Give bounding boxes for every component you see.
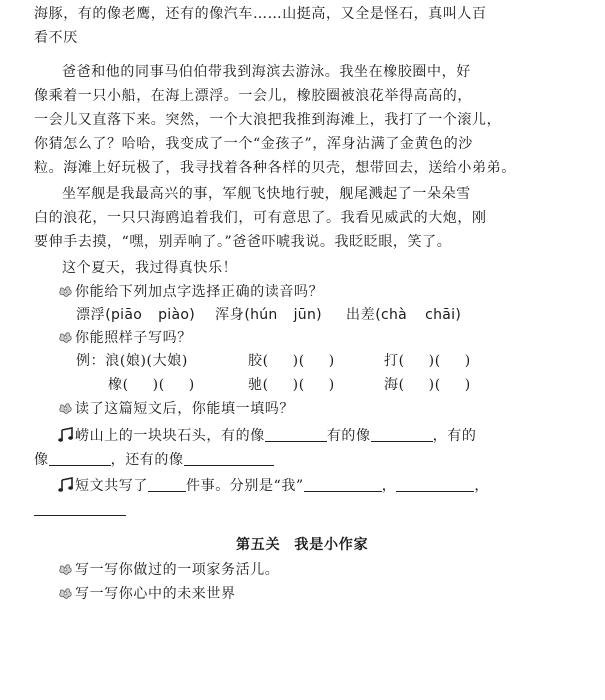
story-line: 一会儿又直落下来。突然，一个大浪把我推到海滩上，我打了一个滚儿， bbox=[34, 112, 502, 128]
base-char: 胶 bbox=[248, 353, 263, 369]
question-3 bbox=[58, 399, 294, 419]
answer-blank[interactable] bbox=[265, 427, 327, 442]
writing-task-2 bbox=[58, 584, 236, 604]
story-line: 要伸手去摸，“嘿，别弄响了。”爸爸吓唬我说。我眨眨眼，笑了。 bbox=[34, 234, 452, 250]
writing-task-2-text: 写一写你心中的未来世界 bbox=[75, 586, 236, 602]
flower-icon bbox=[58, 285, 73, 298]
writing-task-1-text: 写一写你做过的一项家务活儿。 bbox=[75, 562, 280, 578]
flower-icon bbox=[58, 563, 73, 576]
example-label: 例： bbox=[76, 353, 106, 369]
section-label: 第五关 bbox=[236, 537, 281, 553]
fill-line-3 bbox=[58, 476, 489, 496]
example-char: 浪 bbox=[105, 353, 120, 369]
question-1-prompt: 你能给下列加点字选择正确的读音吗？ bbox=[75, 284, 324, 300]
section-name: 我是小作家 bbox=[294, 537, 369, 553]
music-note-icon bbox=[58, 477, 74, 493]
fill-text: ，有的 bbox=[432, 428, 477, 444]
fill-text: 有的像 bbox=[326, 428, 371, 444]
question-1 bbox=[58, 282, 323, 302]
flower-icon bbox=[58, 331, 73, 344]
base-char: 海 bbox=[384, 377, 399, 393]
fill-text: ， bbox=[474, 478, 489, 494]
fill-item: 海( )( ) bbox=[384, 377, 471, 393]
question-2 bbox=[58, 328, 192, 348]
answer-blank[interactable] bbox=[304, 477, 382, 492]
example-row: 例：浪(娘)(大娘) bbox=[76, 353, 188, 369]
fill-text: 短文共写了 bbox=[75, 478, 148, 494]
story-line: 海豚，有的像老鹰，还有的像汽车……山挺高，又全是怪石，真叫人百 bbox=[34, 6, 487, 22]
example-answer: 娘 bbox=[125, 353, 141, 369]
music-note-icon bbox=[58, 427, 74, 443]
answer-blank[interactable] bbox=[371, 427, 433, 442]
fill-text: 像 bbox=[34, 452, 49, 468]
pinyin-option[interactable]: hún bbox=[250, 307, 278, 323]
example-answer: 大娘 bbox=[152, 353, 182, 369]
pinyin-option[interactable]: chà bbox=[381, 307, 408, 323]
pinyin-option[interactable]: piào bbox=[158, 307, 190, 323]
story-line: 你猜怎么了？哈哈，我变成了一个“金孩子”，浑身沾满了金黄色的沙 bbox=[34, 136, 473, 152]
story-line: 爸爸和他的同事马伯伯带我到海滨去游泳。我坐在橡胶圈中，好 bbox=[62, 64, 471, 80]
flower-icon bbox=[58, 402, 73, 415]
answer-blank[interactable] bbox=[184, 451, 274, 466]
story-line: 白的浪花，一只只海鸥追着我们，可有意思了。我看见威武的大炮，刚 bbox=[34, 210, 487, 226]
pinyin-word-3: 出差 bbox=[346, 307, 376, 323]
base-char: 打 bbox=[384, 353, 399, 369]
fill-line-4 bbox=[34, 500, 126, 520]
pinyin-option[interactable]: piāo bbox=[110, 307, 143, 323]
answer-blank[interactable] bbox=[34, 501, 126, 516]
question-2-prompt: 你能照样子写吗？ bbox=[75, 330, 192, 346]
fill-item: 橡( )( ) bbox=[108, 377, 195, 393]
fill-line-1 bbox=[58, 426, 476, 446]
writing-area[interactable] bbox=[34, 610, 574, 695]
pinyin-word-1: 漂浮 bbox=[76, 307, 106, 323]
base-char: 橡 bbox=[108, 377, 123, 393]
story-line: 这个夏天，我过得真快乐！ bbox=[62, 260, 238, 276]
fill-item: 打( )( ) bbox=[384, 353, 471, 369]
pinyin-option[interactable]: jūn bbox=[293, 307, 317, 323]
fill-item: 胶( )( ) bbox=[248, 353, 335, 369]
question-3-prompt: 读了这篇短文后，你能填一填吗？ bbox=[75, 401, 294, 417]
story-line: 看不厌 bbox=[34, 30, 78, 46]
fill-item: 驰( )( ) bbox=[248, 377, 335, 393]
section-title bbox=[236, 534, 368, 554]
answer-blank[interactable] bbox=[49, 451, 111, 466]
story-line: 坐军舰是我最高兴的事，军舰飞快地行驶，舰尾溅起了一朵朵雪 bbox=[62, 186, 471, 202]
fill-text: 崂山上的一块块石头，有的像 bbox=[75, 428, 265, 444]
flower-icon bbox=[58, 587, 73, 600]
base-char: 驰 bbox=[248, 377, 263, 393]
answer-blank[interactable] bbox=[148, 477, 186, 492]
answer-blank[interactable] bbox=[396, 477, 474, 492]
fill-text: ，还有的像 bbox=[110, 452, 184, 468]
pinyin-option[interactable]: chāi bbox=[425, 307, 456, 323]
writing-task-1 bbox=[58, 560, 279, 580]
story-line: 像乘着一只小船，在海上漂浮。一会儿，橡胶圈被浪花举得高高的， bbox=[34, 88, 472, 104]
pinyin-word-2: 浑身 bbox=[215, 307, 245, 323]
story-line: 粒。海滩上好玩极了，我寻找着各种各样的贝壳，想带回去，送给小弟弟。 bbox=[34, 160, 516, 176]
fill-line-2 bbox=[34, 450, 274, 470]
pinyin-row: 漂浮(piāo piào) 浑身(hún jūn) 出差(chà chāi) bbox=[76, 307, 462, 323]
fill-text: ， bbox=[381, 478, 397, 494]
fill-text: 件事。分别是“我” bbox=[186, 478, 304, 494]
